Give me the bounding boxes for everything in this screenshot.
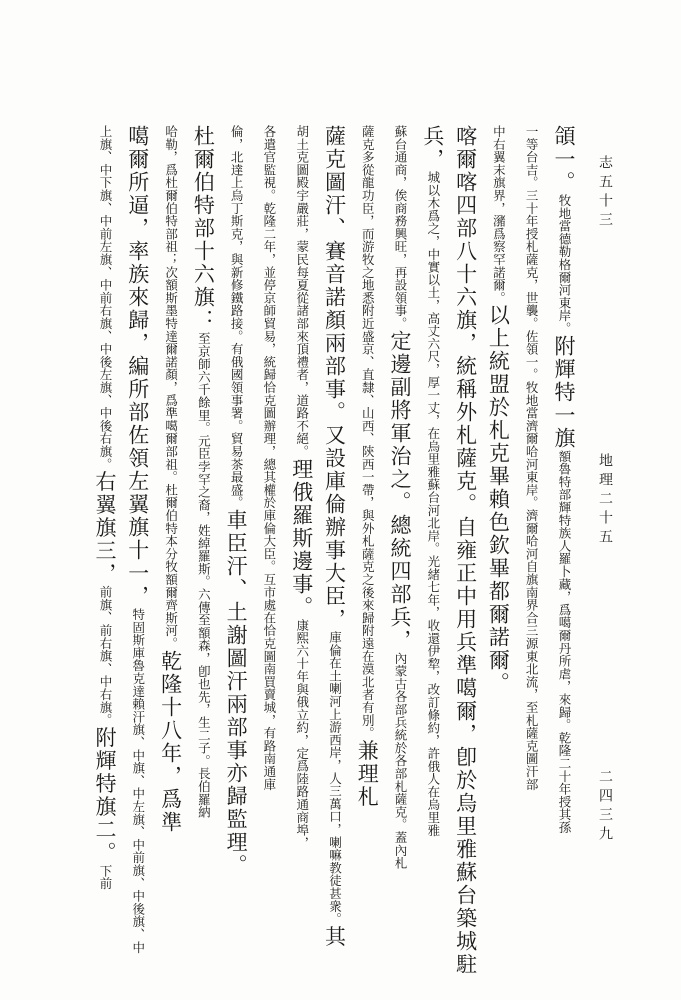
text-column [125, 125, 151, 954]
main-text-run: 噶爾所逼，率族來歸，編所部佐領左翼旗十一， [125, 125, 150, 608]
annotation-text-run: 庫倫在土喇河上游西岸，人三萬口，喇嘛教徒甚衆。 [327, 631, 343, 926]
main-text-run: 喀爾喀四部八十六旗，統稱外札薩克。自雍正中用兵準噶爾，卽於烏里雅蘇台築城駐 [453, 125, 478, 976]
text-column [190, 125, 216, 905]
annotation-text-run: 城以木爲之，中實以土，高丈六尺，厚一丈，在烏里雅蘇台河北岸。光緒七年，收還伊犂，改訂條約，許俄人在烏里雅 [425, 171, 441, 837]
text-column [354, 125, 380, 905]
main-text-run: 杜爾伯特部十六旗： [191, 125, 216, 332]
main-text-run: 薩克圖汗、賽音諾顏兩部事。又設庫倫辦事大臣， [322, 125, 347, 631]
annotation-text-run: 胡土克圖殿宇嚴莊，蒙民每夏從諸部來頂禮者，道路不絕。 [294, 125, 310, 458]
annotation-text-run: 前旗、前右旗、中右旗。 [98, 585, 113, 727]
text-column [485, 125, 511, 905]
text-column [223, 125, 249, 905]
main-text-run: 頜一。 [551, 125, 576, 194]
main-text-run: 其 [322, 925, 347, 949]
text-column [92, 125, 118, 905]
annotation-text-run: 蘇台通商，俟商務興旺，再設領事。 [393, 125, 409, 330]
text-column [551, 125, 577, 905]
main-text-run: 附輝特旗二。 [93, 726, 117, 865]
main-text-run: 理俄羅斯邊事。 [289, 457, 314, 619]
text-column [289, 125, 315, 905]
section-label: 地理二十五 [597, 452, 613, 548]
annotation-text-run: 內蒙古各部兵統於各部札薩克。蓋內札 [393, 651, 409, 870]
text-column [256, 125, 282, 905]
page-number: 二四三九 [597, 769, 613, 845]
main-text-run: 以上統盟於札克畢賴色欽畢都爾諾爾。 [486, 304, 511, 696]
main-text-run: 兼理札 [355, 739, 380, 809]
annotation-text-run: 中右翼末旗界，瀦爲察罕諾爾。 [491, 125, 507, 305]
annotation-text-run: 一等台吉。三十年授札薩克，世襲。佐領一。牧地當濟爾哈河東岸。濟爾哈河自旗南界合三源東北流，至札薩克圖汗部 [524, 125, 540, 791]
text-column [321, 125, 347, 949]
chapter-label: 志五十三 [597, 155, 613, 231]
text-column [420, 125, 446, 905]
annotation-text-run: 下前 [98, 864, 113, 891]
main-text-run: 右翼旗三， [93, 470, 117, 586]
text-column [453, 125, 479, 976]
text-column [518, 125, 544, 905]
running-header [590, 155, 620, 845]
annotation-text-run: 哈勒，爲杜爾伯特部祖；次額斯墨特達爾諾顏，爲準噶爾部祖。杜爾伯特本分牧額爾齊斯河。 [163, 125, 179, 650]
main-text-run: 乾隆十八年，爲準 [158, 649, 183, 834]
annotation-text-run: 薩克多從龍功臣，而游牧之地悉附近盛京、直隸、山西、陝西一帶，與外札薩克之後來歸附遠在漠北者有別。 [360, 125, 376, 740]
annotation-text-run: 上旗、中下旗、中前左旗、中前右旗、中後左旗、中後右旗。 [98, 125, 113, 471]
vertical-text-body [92, 125, 577, 976]
annotation-text-run: 各遣官監視。乾隆二年，並停京師貿易，統歸恰克圖辦理，總其權於庫倫大臣。互市處在恰克圖南買賣城，有路南通庫 [261, 125, 277, 791]
text-column [158, 125, 184, 905]
text-column [387, 125, 413, 905]
main-text-run: 定邊副將軍治之。總統四部兵， [388, 329, 413, 652]
annotation-text-run: 倫，北達上烏丁斯克，與新修鐵路接。有俄國領事署。貿易茶最盛。 [229, 125, 245, 509]
main-text-run: 車臣汗、土謝圖汗兩部事亦歸監理。 [224, 509, 249, 877]
main-text-run: 附輝特一旗 [551, 334, 576, 450]
annotation-text-run: 至京師六千餘里。元臣孛罕之裔，姓綽羅斯。六傳至額森，卽也先，生二子。長伯羅納 [196, 332, 212, 819]
annotation-text-run: 額魯特部輝特族人羅卜藏，爲噶爾丹所虐，來歸。乾隆二十年授其孫 [556, 449, 572, 834]
annotation-text-run: 牧地當德勒格爾河東岸。 [556, 194, 572, 335]
main-text-run: 兵， [420, 125, 445, 171]
annotation-text-run: 特固斯庫魯克達賴汗旗、中旗、中左旗、中前旗、中後旗、中 [130, 608, 146, 954]
annotation-text-run: 康熙六十年與俄立約，定爲陸路通商埠， [294, 618, 310, 850]
